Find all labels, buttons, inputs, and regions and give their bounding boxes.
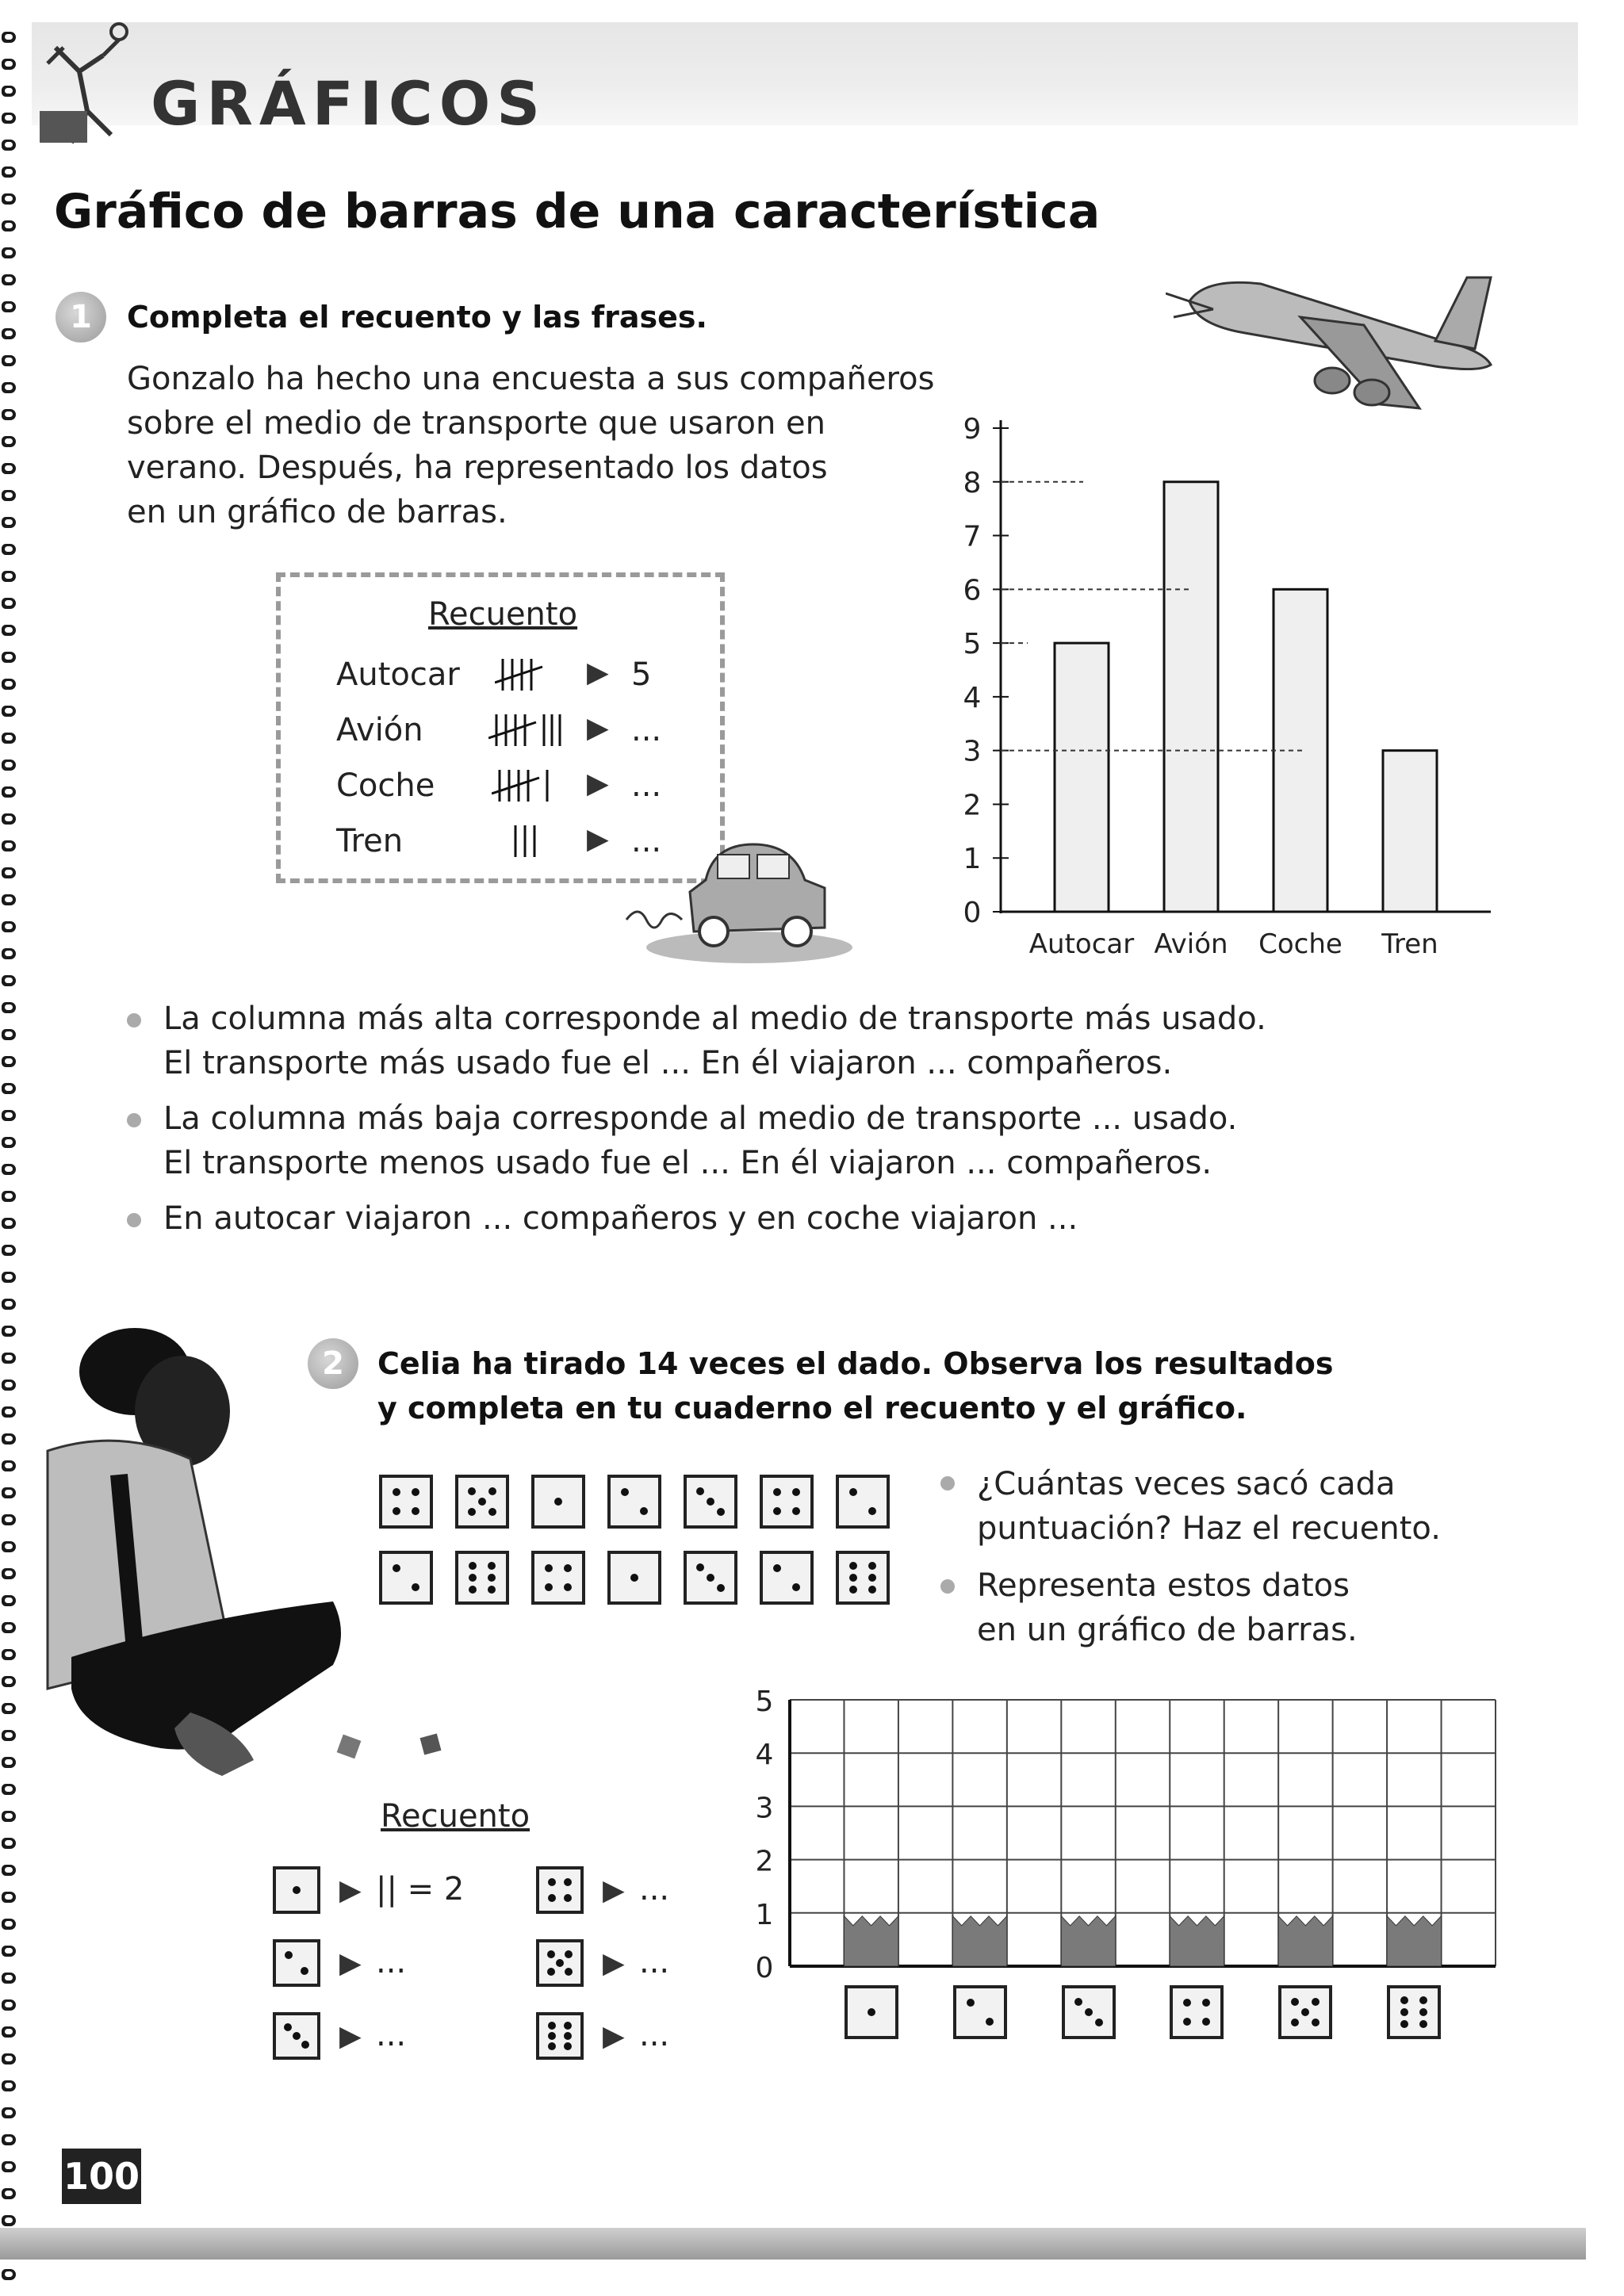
binding-ring <box>2 2107 16 2118</box>
x-tick-label: Autocar <box>1028 928 1135 960</box>
binding-ring <box>2 948 16 959</box>
binding-ring <box>2 1002 16 1013</box>
die-face-1 <box>607 1551 661 1605</box>
die-pip <box>301 2041 309 2049</box>
arrow-icon: ▶ <box>339 1947 362 1980</box>
y-tick-label: 3 <box>963 735 982 768</box>
dice-icon <box>333 1732 452 1764</box>
binding-ring <box>2 813 16 825</box>
die-pip <box>1085 2008 1093 2016</box>
binding-ring <box>2 1838 16 1849</box>
die-pip <box>488 1508 496 1516</box>
exercise-badge: 1 <box>56 292 106 342</box>
binding-ring <box>2 867 16 878</box>
die-face-5 <box>455 1475 509 1529</box>
question-block <box>977 1563 1358 1652</box>
die-face-1 <box>845 1985 898 2039</box>
die-pip <box>792 1507 800 1515</box>
binding-ring <box>2 382 16 393</box>
binding-ring <box>2 1110 16 1121</box>
paragraph-line: sobre el medio de transporte que usaron en <box>127 405 825 442</box>
tally-value: 5 <box>631 656 652 693</box>
binding-ring <box>2 2053 16 2064</box>
x-tick-label: Avión <box>1154 928 1228 960</box>
die-face-2 <box>273 1939 320 1987</box>
binding-ring <box>2 517 16 528</box>
die-face-5 <box>536 1939 584 1987</box>
binding-ring <box>2 1811 16 1822</box>
die-pip <box>868 1507 876 1515</box>
die-pip <box>707 1574 714 1582</box>
die-pip <box>1400 2020 1408 2028</box>
bar-avión <box>1164 482 1218 912</box>
die-pip <box>478 1498 486 1506</box>
die-pip <box>468 1508 476 1516</box>
die-face-4 <box>1170 1985 1224 2039</box>
binding-ring <box>2 1137 16 1148</box>
binding-ring <box>2 355 16 366</box>
instruction-line: y completa en tu cuaderno el recuento y el gráfico. <box>377 1391 1247 1425</box>
instruction-line: Celia ha tirado 14 veces el dado. Observa los resultados <box>377 1346 1334 1381</box>
binding-ring <box>2 598 16 609</box>
binding-ring <box>2 1191 16 1202</box>
die-pip <box>792 1583 800 1591</box>
die-pip <box>564 2042 572 2050</box>
arrow-icon: ▶ <box>603 1947 625 1980</box>
die-pip <box>488 1574 496 1582</box>
die-pip <box>554 1498 562 1506</box>
binding-ring <box>2 1056 16 1067</box>
transport-bar-chart <box>928 396 1499 975</box>
die-pip <box>1312 1998 1320 2006</box>
binding-ring <box>2 328 16 339</box>
tally-marks <box>492 766 555 806</box>
die-pip <box>488 1562 496 1570</box>
die-pip <box>548 2022 556 2030</box>
die-pip <box>621 1488 629 1496</box>
die-pip <box>548 1878 556 1886</box>
binding-ring <box>2 2188 16 2199</box>
bar-face-1 <box>844 1916 898 1966</box>
die-pip <box>1312 2019 1320 2026</box>
arrow-icon: ▶ <box>587 656 609 689</box>
y-tick-label: 6 <box>963 574 982 607</box>
page-title: Gráfico de barras de una característica <box>54 184 1101 239</box>
die-pip <box>868 1574 876 1582</box>
exercise-instruction <box>377 1341 1333 1430</box>
tally-marks <box>495 655 550 695</box>
binding-ring <box>2 975 16 986</box>
juggler-icon <box>32 16 159 151</box>
die-pip <box>488 1586 496 1594</box>
tally-value: ... <box>631 712 662 748</box>
y-tick-label: 8 <box>963 466 982 499</box>
tally-value: || = 2 <box>376 1871 465 1908</box>
die-face-6 <box>1387 1985 1441 2039</box>
die-pip <box>696 1563 704 1571</box>
exercise-instruction: Completa el recuento y las frases. <box>127 300 707 335</box>
binding-ring <box>2 140 16 151</box>
y-tick-label: 3 <box>755 1792 774 1825</box>
die-face-1 <box>273 1866 320 1914</box>
die-pip <box>1400 1996 1408 2004</box>
binding-ring <box>2 571 16 582</box>
die-face-2 <box>760 1551 814 1605</box>
question-line: Representa estos datos <box>977 1567 1350 1604</box>
binding-ring <box>2 166 16 178</box>
die-pip <box>548 1894 556 1902</box>
die-pip <box>1202 1999 1210 2007</box>
die-pip <box>565 1968 573 1976</box>
die-pip <box>1291 2019 1299 2026</box>
binding-ring <box>2 1892 16 1903</box>
binding-ring <box>2 2134 16 2145</box>
die-pip <box>412 1507 419 1515</box>
die-face-4 <box>536 1866 584 1914</box>
y-tick-label: 0 <box>963 897 982 929</box>
bar-face-4 <box>1170 1916 1224 1966</box>
die-pip <box>1419 2020 1427 2028</box>
binding-ring <box>2 1245 16 1256</box>
binding-ring <box>2 544 16 555</box>
die-pip <box>393 1488 400 1496</box>
die-pip <box>630 1574 638 1582</box>
die-pip <box>1095 2019 1103 2026</box>
arrow-icon: ▶ <box>603 2020 625 2053</box>
page-number: 100 <box>62 2149 141 2204</box>
tally-marks <box>488 710 568 750</box>
tally-title: Recuento <box>428 596 578 633</box>
binding-ring <box>2 760 16 771</box>
paragraph-line: verano. Después, ha representado los datos <box>127 450 828 486</box>
binding-ring <box>2 2026 16 2038</box>
girl-illustration <box>0 1316 365 1808</box>
binding-ring <box>2 1973 16 1984</box>
arrow-icon: ▶ <box>587 712 609 744</box>
die-pip <box>565 1950 573 1958</box>
binding-ring <box>2 86 16 97</box>
die-pip <box>986 2018 994 2026</box>
die-pip <box>1074 1998 1082 2006</box>
die-pip <box>564 2022 572 2030</box>
die-pip <box>284 2023 292 2031</box>
die-pip <box>1202 2018 1210 2026</box>
die-face-3 <box>273 2012 320 2060</box>
binding-ring <box>2 733 16 744</box>
binding-ring <box>2 301 16 312</box>
die-pip <box>469 1574 477 1582</box>
arrow-icon: ▶ <box>339 2020 362 2053</box>
die-pip <box>545 1583 553 1591</box>
die-face-2 <box>953 1985 1007 2039</box>
die-pip <box>967 1999 975 2007</box>
die-pip <box>849 1574 857 1582</box>
die-pip <box>293 1886 301 1894</box>
die-face-2 <box>836 1475 890 1529</box>
die-face-6 <box>455 1551 509 1605</box>
die-pip <box>393 1564 400 1572</box>
binding-ring <box>2 247 16 258</box>
die-pip <box>849 1562 857 1570</box>
question-block <box>977 1462 1441 1551</box>
arrow-icon: ▶ <box>603 1874 625 1907</box>
binding-ring <box>2 220 16 232</box>
binding-ring <box>2 921 16 932</box>
y-tick-label: 5 <box>755 1686 774 1718</box>
binding-ring <box>2 409 16 420</box>
die-face-4 <box>760 1475 814 1529</box>
y-tick-label: 4 <box>755 1739 774 1772</box>
die-pip <box>564 1564 572 1572</box>
car-icon <box>619 832 856 967</box>
tally-value: ... <box>639 2017 670 2053</box>
binding-ring <box>2 2161 16 2172</box>
tally-label: Avión <box>336 712 423 748</box>
sentence: El transporte más usado fue el ... En él viajaron ... compañeros. <box>163 1045 1173 1081</box>
binding-ring <box>2 32 16 43</box>
die-pip <box>868 2008 875 2016</box>
exercise-badge: 2 <box>308 1338 358 1389</box>
bar-face-3 <box>1061 1916 1116 1966</box>
die-pip <box>773 1564 781 1572</box>
arrow-icon: ▶ <box>587 767 609 800</box>
die-pip <box>773 1488 781 1496</box>
y-tick-label: 1 <box>755 1898 774 1931</box>
die-pip <box>1400 2008 1408 2016</box>
bullet-icon <box>940 1476 955 1490</box>
binding-ring <box>2 894 16 905</box>
die-pip <box>545 1564 553 1572</box>
bullet-icon <box>127 1013 141 1027</box>
die-face-1 <box>531 1475 585 1529</box>
die-face-3 <box>1062 1985 1116 2039</box>
y-tick-label: 2 <box>963 789 982 822</box>
die-pip <box>488 1487 496 1495</box>
y-tick-label: 0 <box>755 1952 774 1984</box>
binding-ring <box>2 652 16 663</box>
sentence: En autocar viajaron ... compañeros y en coche viajaron ... <box>163 1200 1078 1237</box>
y-tick-label: 9 <box>963 413 982 446</box>
die-face-3 <box>684 1551 737 1605</box>
bullet-icon <box>940 1579 955 1594</box>
die-face-6 <box>536 2012 584 2060</box>
binding-ring <box>2 706 16 717</box>
question-line: en un gráfico de barras. <box>977 1612 1358 1648</box>
tally-title: Recuento <box>381 1798 530 1835</box>
paragraph-line: en un gráfico de barras. <box>127 494 508 530</box>
binding-ring <box>2 1919 16 1930</box>
die-pip <box>868 1586 876 1594</box>
binding-ring <box>2 1164 16 1175</box>
die-pip <box>707 1498 714 1506</box>
die-pip <box>285 1951 293 1959</box>
binding-ring <box>2 2080 16 2091</box>
binding-ring <box>2 1999 16 2011</box>
die-pip <box>717 1584 725 1592</box>
binding-ring <box>2 463 16 474</box>
die-pip <box>1291 1998 1299 2006</box>
die-face-2 <box>379 1551 433 1605</box>
arrow-icon: ▶ <box>339 1874 362 1907</box>
tally-value: ... <box>376 2017 407 2053</box>
die-pip <box>548 2042 556 2050</box>
bar-face-6 <box>1387 1916 1441 1966</box>
binding-ring <box>2 786 16 798</box>
die-face-6 <box>836 1551 890 1605</box>
binding-ring <box>2 625 16 636</box>
binding-ring <box>2 193 16 205</box>
binding-ring <box>2 1218 16 1229</box>
bullet-icon <box>127 1113 141 1127</box>
tally-value: ... <box>631 767 662 804</box>
die-pip <box>1301 2008 1309 2016</box>
bar-autocar <box>1055 643 1109 912</box>
binding-ring <box>2 1272 16 1283</box>
y-tick-label: 1 <box>963 843 982 876</box>
tally-value: ... <box>376 1944 407 1980</box>
die-pip <box>849 1586 857 1594</box>
die-pip <box>1183 2018 1191 2026</box>
die-pip <box>412 1488 419 1496</box>
die-pip <box>556 1959 564 1967</box>
die-pip <box>393 1507 400 1515</box>
die-pip <box>773 1507 781 1515</box>
die-pip <box>301 1967 308 1975</box>
die-face-2 <box>607 1475 661 1529</box>
tally-label: Tren <box>336 823 404 859</box>
binding-ring <box>2 2215 16 2226</box>
y-tick-label: 4 <box>963 681 982 714</box>
die-pip <box>1183 1999 1191 2007</box>
tally-label: Autocar <box>336 656 460 693</box>
binding-ring <box>2 1083 16 1094</box>
sentence: La columna más alta corresponde al medio de transporte más usado. <box>163 1001 1266 1037</box>
die-face-4 <box>531 1551 585 1605</box>
die-pip <box>868 1562 876 1570</box>
binding-ring <box>2 1299 16 1310</box>
binding-ring <box>2 1865 16 1876</box>
die-pip <box>468 1487 476 1495</box>
die-pip <box>412 1583 419 1591</box>
die-pip <box>547 1950 555 1958</box>
binding-ring <box>2 1029 16 1040</box>
binding-ring <box>2 2269 16 2280</box>
section-title: GRÁFICOS <box>151 68 547 139</box>
die-pip <box>564 1583 572 1591</box>
binding-ring <box>2 679 16 690</box>
binding-ring <box>2 436 16 447</box>
y-tick-label: 7 <box>963 520 982 553</box>
bar-face-2 <box>952 1916 1006 1966</box>
die-pip <box>849 1488 857 1496</box>
binding-ring <box>2 113 16 124</box>
binding-ring <box>2 840 16 851</box>
bar-tren <box>1383 751 1437 912</box>
die-pip <box>564 1894 572 1902</box>
x-tick-label: Coche <box>1258 928 1342 960</box>
binding-ring <box>2 274 16 285</box>
die-pip <box>640 1507 648 1515</box>
tally-value: ... <box>631 823 662 859</box>
die-pip <box>547 1968 555 1976</box>
bar-face-5 <box>1278 1916 1332 1966</box>
question-line: ¿Cuántas veces sacó cada <box>977 1466 1396 1502</box>
die-face-3 <box>684 1475 737 1529</box>
binding-ring <box>2 490 16 501</box>
die-pip <box>469 1586 477 1594</box>
die-pip <box>564 1878 572 1886</box>
sentence: La columna más baja corresponde al medio de transporte ... usado. <box>163 1100 1238 1137</box>
paragraph-line: Gonzalo ha hecho una encuesta a sus compañeros <box>127 361 935 397</box>
bullet-icon <box>127 1213 141 1227</box>
page-edge-shadow <box>0 2228 1586 2260</box>
die-pip <box>696 1487 704 1495</box>
y-tick-label: 2 <box>755 1845 774 1878</box>
tally-marks <box>508 821 547 861</box>
tally-label: Coche <box>336 767 435 804</box>
die-pip <box>564 2032 572 2040</box>
question-line: puntuación? Haz el recuento. <box>977 1510 1441 1547</box>
sentence: El transporte menos usado fue el ... En él viajaron ... compañeros. <box>163 1145 1212 1181</box>
die-pip <box>1419 2008 1427 2016</box>
die-face-4 <box>379 1475 433 1529</box>
binding-ring <box>2 1946 16 1957</box>
exercise-paragraph <box>127 357 934 534</box>
die-face-5 <box>1278 1985 1332 2039</box>
die-pip <box>717 1508 725 1516</box>
y-tick-label: 5 <box>963 628 982 661</box>
die-pip <box>293 2032 301 2040</box>
die-pip <box>548 2032 556 2040</box>
arrow-icon: ▶ <box>587 823 609 855</box>
die-pip <box>469 1562 477 1570</box>
tally-value: ... <box>639 1871 670 1908</box>
die-pip <box>792 1488 800 1496</box>
die-pip <box>1419 1996 1427 2004</box>
binding-ring <box>2 59 16 70</box>
x-tick-label: Tren <box>1381 928 1438 960</box>
tally-value: ... <box>639 1944 670 1980</box>
